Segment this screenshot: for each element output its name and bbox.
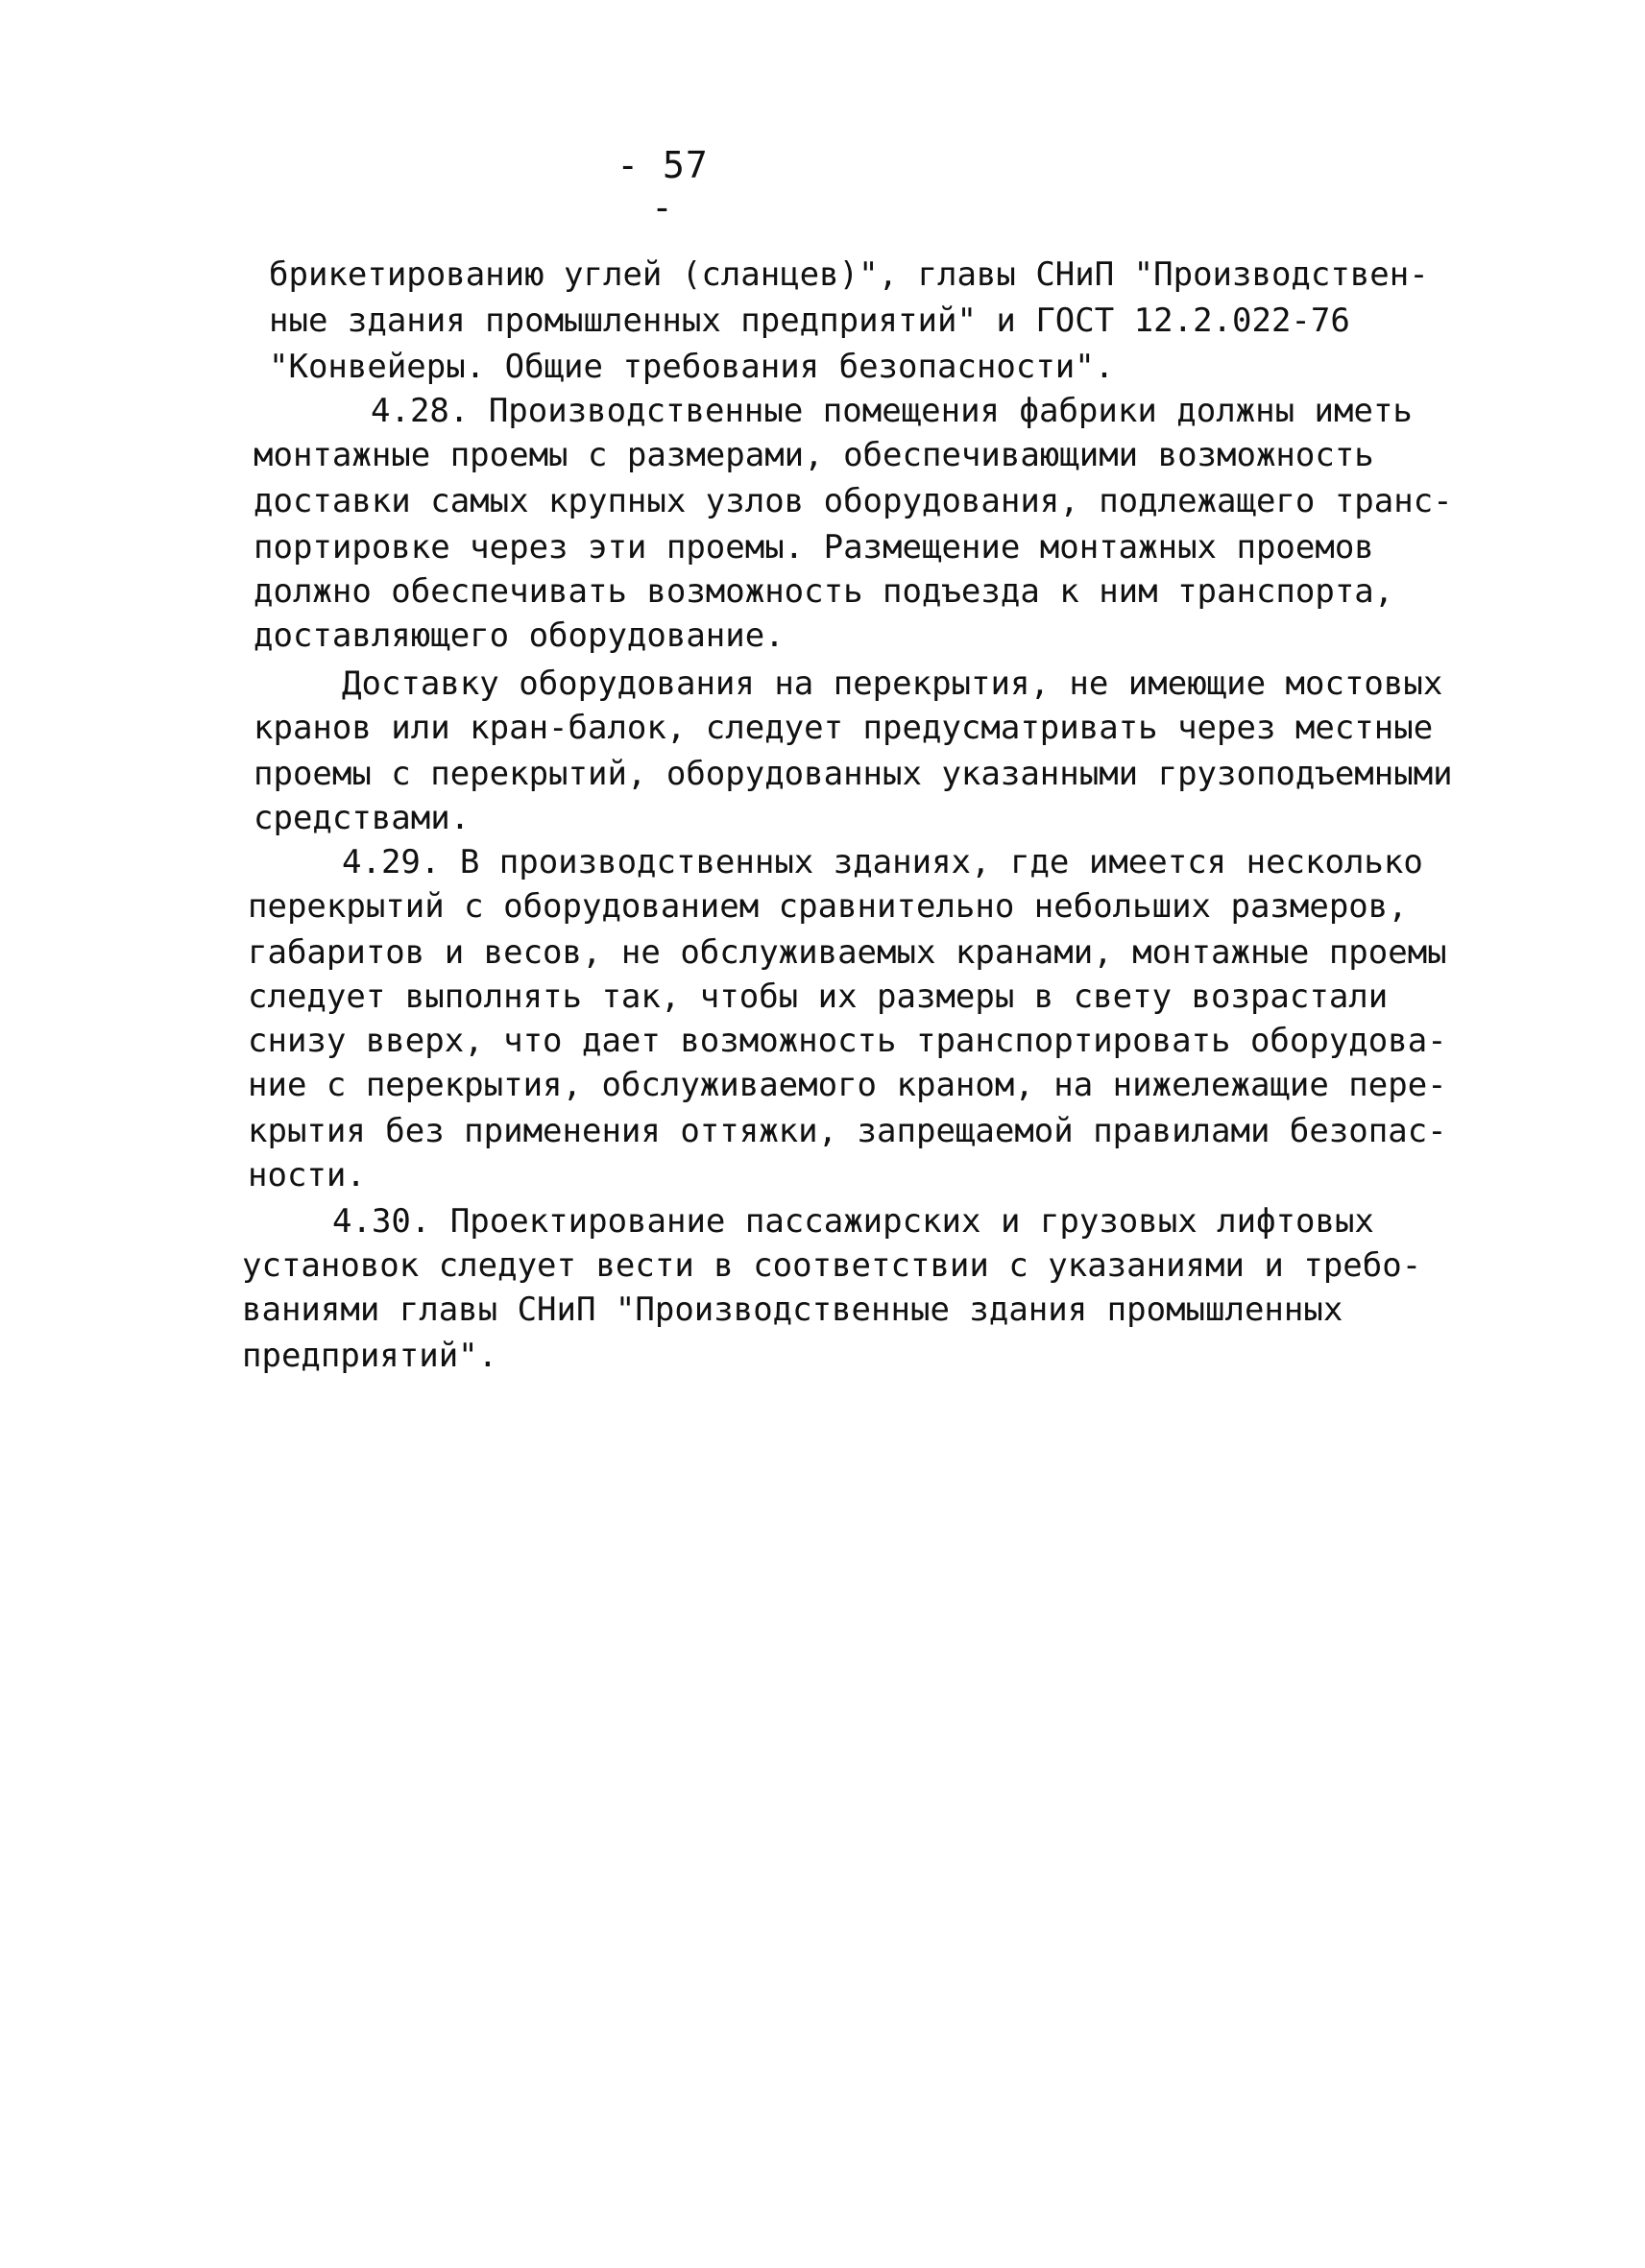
text-line: должно обеспечивать возможность подъезда к ним транспорта, — [254, 572, 1394, 611]
page-number: - 57 - — [617, 144, 709, 229]
text-line: ные здания промышленных предприятий" и ГОСТ 12.2.022-76 — [269, 302, 1350, 340]
text-line: брикетированию углей (сланцев)", главы СНиП "Производствен- — [269, 255, 1429, 294]
text-line: "Конвейеры. Общие требования безопасности". — [269, 348, 1115, 386]
text-line: установок следует вести в соответствии с указаниями и требо- — [242, 1246, 1422, 1285]
paragraph-4-29-start: 4.29. В производственных зданиях, где имеется несколько — [342, 843, 1423, 881]
text-line: портировке через эти проемы. Размещение монтажных проемов — [254, 528, 1374, 567]
text-line: монтажные проемы с размерами, обеспечивающими возможность — [254, 436, 1374, 474]
text-line: ности. — [248, 1156, 366, 1194]
text-line: средствами. — [254, 799, 471, 837]
text-line: доставки самых крупных узлов оборудования, подлежащего транс- — [254, 482, 1453, 520]
text-line: предприятий". — [242, 1337, 498, 1375]
text-line: перекрытий с оборудованием сравнительно небольших размеров, — [248, 887, 1408, 926]
text-line: кранов или кран-балок, следует предусматривать через местные — [254, 709, 1434, 747]
paragraph-delivery-start: Доставку оборудования на перекрытия, не имеющие мостовых — [342, 664, 1443, 703]
text-line: крытия без применения оттяжки, запрещаемой правилами безопас- — [248, 1112, 1447, 1150]
paragraph-4-28-start: 4.28. Производственные помещения фабрики должны иметь — [371, 392, 1413, 430]
text-line: проемы с перекрытий, оборудованных указанными грузоподъемными — [254, 755, 1453, 793]
paragraph-4-30-start: 4.30. Проектирование пассажирских и грузовых лифтовых — [332, 1202, 1374, 1241]
text-line: ваниями главы СНиП "Производственные здания промышленных — [242, 1291, 1343, 1329]
text-line: ние с перекрытия, обслуживаемого краном, на нижележащие пере- — [248, 1066, 1447, 1104]
text-line: следует выполнять так, чтобы их размеры в свету возрастали — [248, 977, 1389, 1016]
text-line: снизу вверх, что дает возможность транспортировать оборудова- — [248, 1022, 1447, 1060]
text-line: габаритов и весов, не обслуживаемых кранами, монтажные проемы — [248, 933, 1447, 972]
text-line: доставляющего оборудование. — [254, 616, 785, 655]
